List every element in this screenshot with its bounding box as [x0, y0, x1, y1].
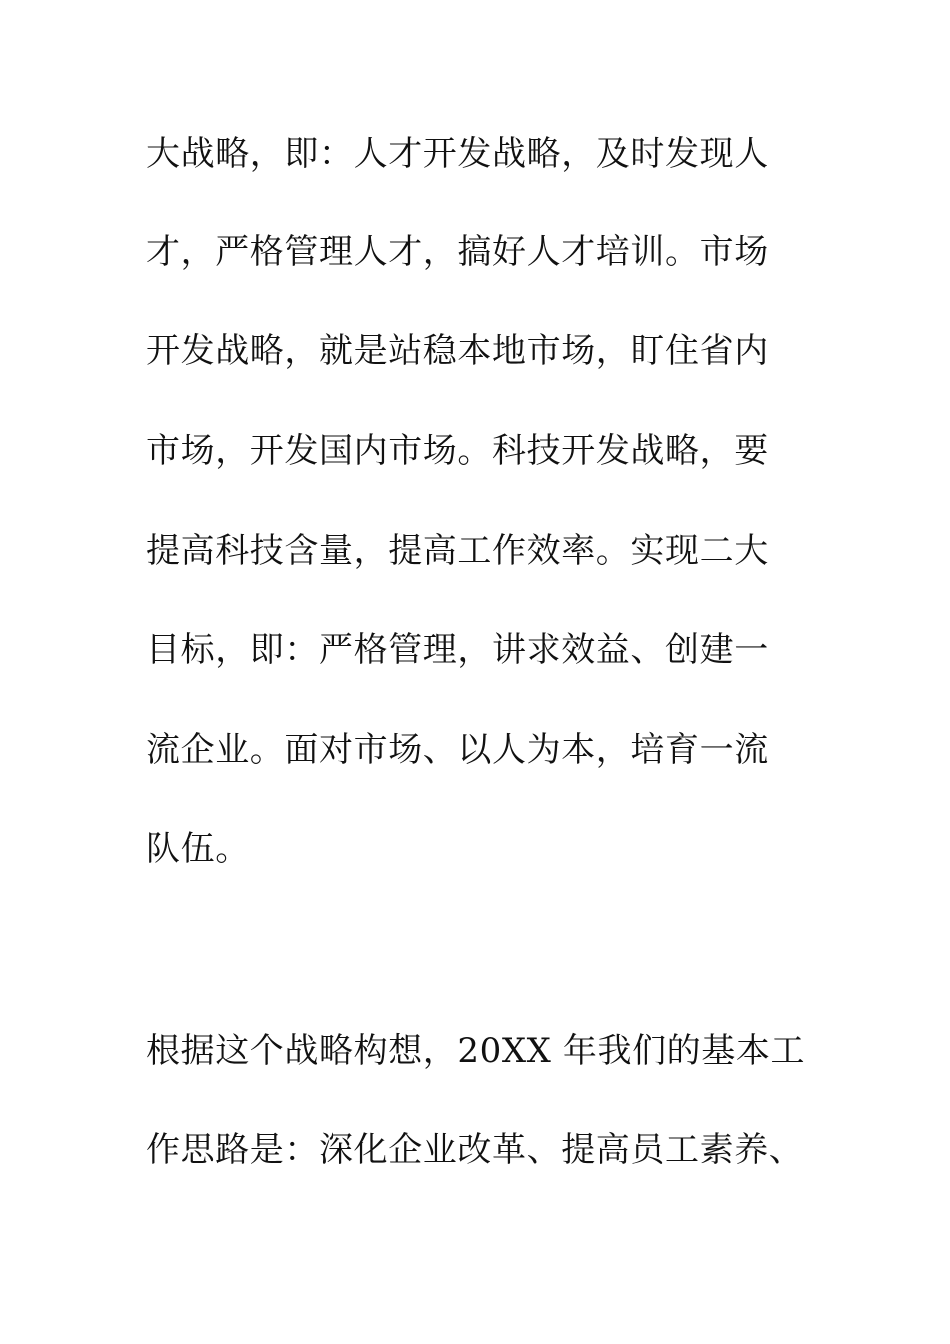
text-line: 开发战略，就是站稳本地市场，盯住省内	[146, 331, 769, 371]
text-line: 根据这个战略构想，20XX 年我们的基本工	[146, 1031, 806, 1071]
text-line: 目标，即：严格管理，讲求效益、创建一	[146, 630, 769, 670]
text-line: 流企业。面对市场、以人为本，培育一流	[146, 730, 769, 770]
text-line: 作思路是：深化企业改革、提高员工素养、	[146, 1130, 804, 1170]
text-line: 提高科技含量，提高工作效率。实现二大	[146, 531, 769, 571]
text-line: 队伍。	[146, 829, 250, 869]
text-line: 才，严格管理人才，搞好人才培训。市场	[146, 232, 769, 272]
text-line: 市场，开发国内市场。科技开发战略，要	[146, 431, 769, 471]
text-line: 大战略，即：人才开发战略，及时发现人	[146, 134, 769, 174]
